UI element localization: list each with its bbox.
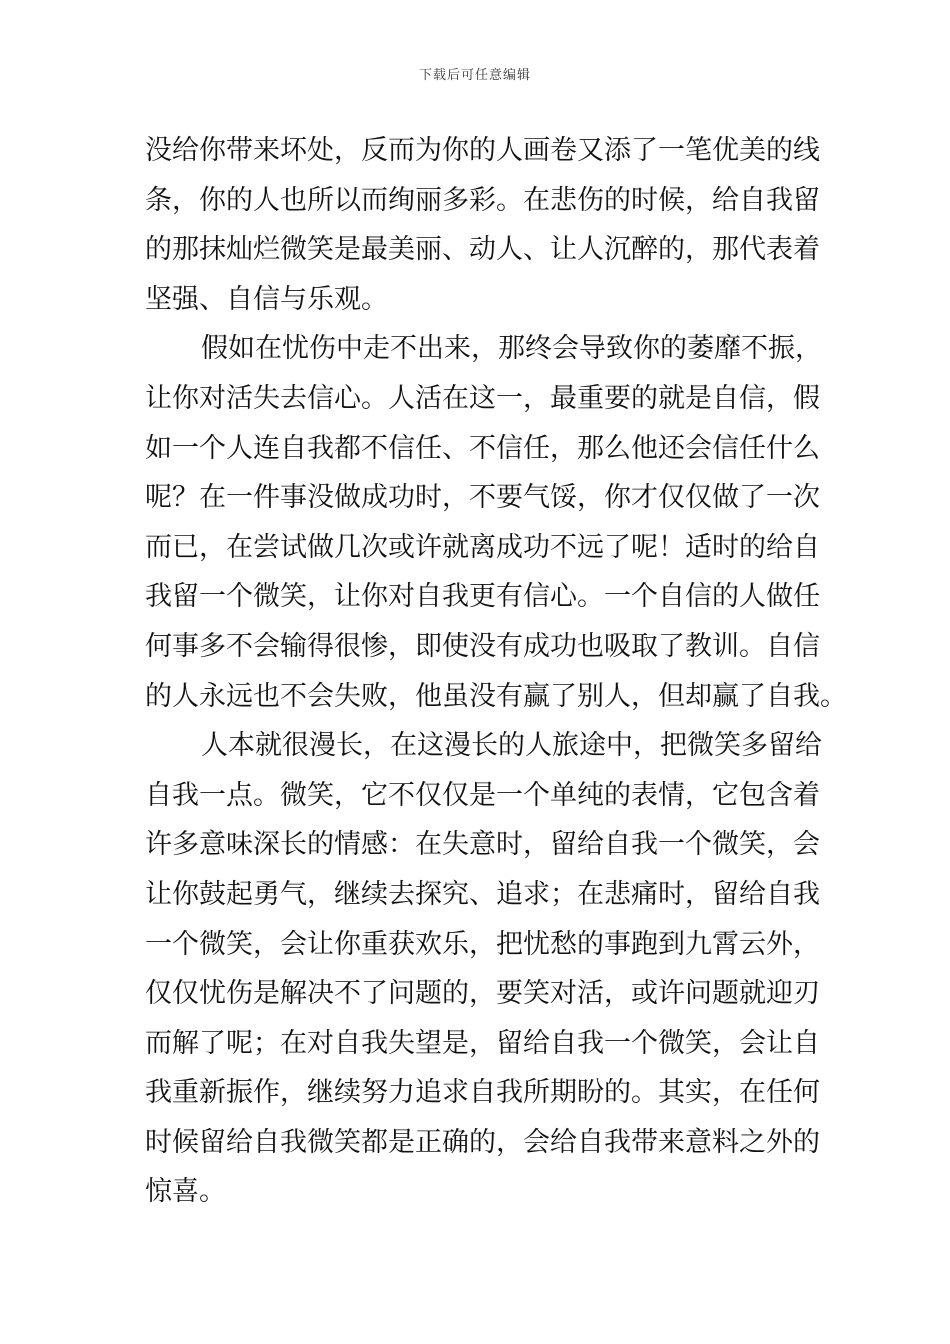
paragraph-2-line-3: 如一个人连自我都不信任、不信任，那么他还会信任什么 bbox=[145, 432, 820, 464]
paragraph-2-line-2: 让你对活失去信心。人活在这一，最重要的就是自信，假 bbox=[145, 382, 820, 414]
paragraph-3-line-3: 许多意味深长的情感：在失意时，留给自我一个微笑，会 bbox=[145, 829, 820, 861]
paragraph-3-line-1: 人本就很漫长，在这漫长的人旅途中，把微笑多留给 bbox=[201, 730, 822, 762]
paragraph-1-line-2: 条，你的人也所以而绚丽多彩。在悲伤的时候，给自我留 bbox=[145, 184, 820, 216]
paragraph-1-line-4: 坚强、自信与乐观。 bbox=[145, 283, 388, 315]
paragraph-2-line-1: 假如在忧伤中走不出来，那终会导致你的萎靡不振， bbox=[201, 333, 822, 365]
paragraph-2-line-5: 而已，在尝试做几次或许就离成功不远了呢！适时的给自 bbox=[145, 531, 820, 563]
paragraph-2-line-6: 我留一个微笑，让你对自我更有信心。一个自信的人做任 bbox=[145, 581, 820, 613]
page-header: 下载后可任意编辑 bbox=[418, 68, 531, 83]
paragraph-3-line-10: 惊喜。 bbox=[145, 1176, 226, 1208]
paragraph-3-line-4: 让你鼓起勇气，继续去探究、追求；在悲痛时，留给自我 bbox=[145, 878, 820, 910]
paragraph-2-line-4: 呢？在一件事没做成功时，不要气馁，你才仅仅做了一次 bbox=[145, 482, 820, 514]
paragraph-1-line-3: 的那抹灿烂微笑是最美丽、动人、让人沉醉的，那代表着 bbox=[145, 234, 820, 266]
paragraph-2-line-7: 何事多不会输得很惨，即使没有成功也吸取了教训。自信 bbox=[145, 630, 820, 662]
document-body bbox=[145, 126, 847, 1217]
paragraph-3-line-6: 仅仅忧伤是解决不了问题的，要笑对活，或许问题就迎刃 bbox=[145, 978, 820, 1010]
paragraph-3-line-9: 时候留给自我微笑都是正确的，会给自我带来意料之外的 bbox=[145, 1126, 820, 1158]
paragraph-3-line-8: 我重新振作，继续努力追求自我所期盼的。其实，在任何 bbox=[145, 1077, 820, 1109]
paragraph-3-line-5: 一个微笑，会让你重获欢乐，把忧愁的事跑到九霄云外， bbox=[145, 928, 820, 960]
paragraph-2-line-8: 的人永远也不会失败，他虽没有赢了别人，但却赢了自我。 bbox=[145, 680, 847, 712]
paragraph-3-line-2: 自我一点。微笑，它不仅仅是一个单纯的表情，它包含着 bbox=[145, 779, 820, 811]
paragraph-1-line-1: 没给你带来坏处，反而为你的人画卷又添了一笔优美的线 bbox=[145, 135, 820, 166]
paragraph-3-line-7: 而解了呢；在对自我失望是，留给自我一个微笑，会让自 bbox=[145, 1027, 820, 1059]
